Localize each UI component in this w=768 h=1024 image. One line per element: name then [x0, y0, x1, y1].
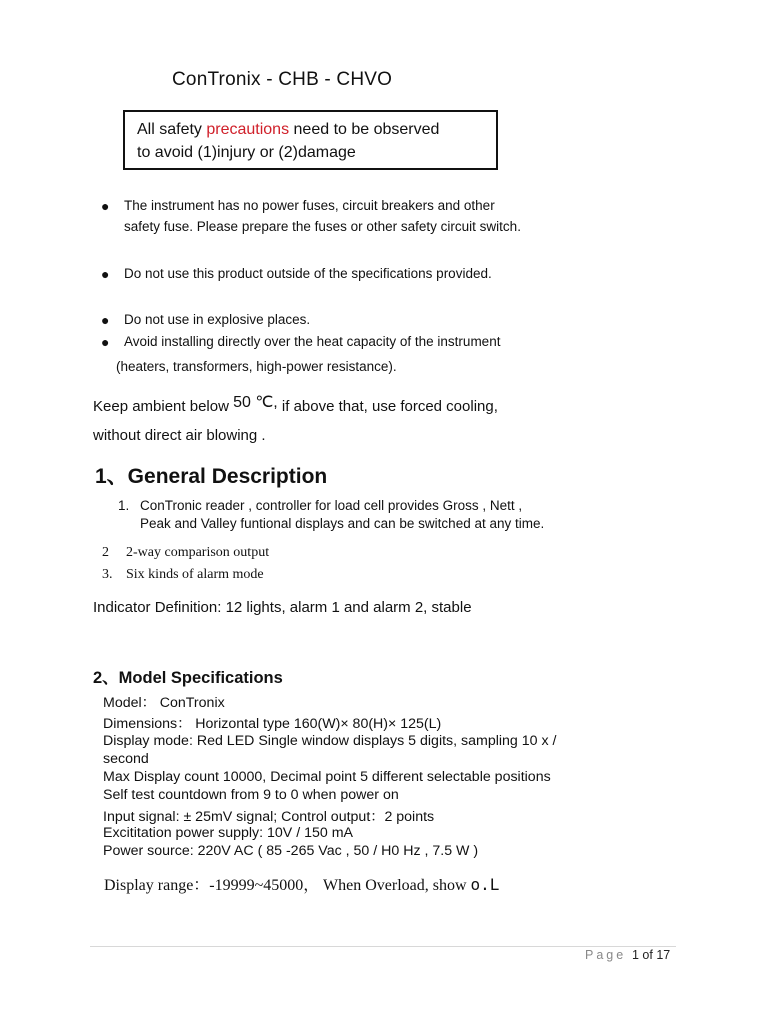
spec-line: Self test countdown from 9 to 0 when power on	[103, 787, 399, 803]
spec-line: Model： ConTronix	[103, 695, 225, 711]
safety-bullet-4-line-2: (heaters, transformers, high-power resistance).	[116, 359, 397, 374]
safety-bullet-2: Do not use this product outside of the specifications provided.	[124, 266, 492, 281]
safety-bullet-4-line-1: Avoid installing directly over the heat capacity of the instrument	[124, 334, 501, 349]
list-item-number: 1.	[118, 498, 130, 513]
list-item-number: 2	[102, 545, 109, 560]
list-item-1-line-1: ConTronic reader , controller for load cell provides Gross , Nett ,	[140, 498, 523, 513]
list-item-2: 2-way comparison output	[126, 545, 270, 560]
footer-page-label: Page	[585, 948, 627, 962]
list-item-1-line-2: Peak and Valley funtional displays and can be switched at any time.	[140, 516, 545, 531]
section-1-heading: 1、General Description	[95, 465, 328, 488]
safety-bullet-3: Do not use in explosive places.	[124, 312, 311, 327]
spec-line: Input signal: ± 25mV signal; Control output：2 points	[103, 809, 435, 825]
section-2-heading: 2、Model Specifications	[93, 669, 283, 687]
safety-notice-box	[123, 110, 498, 170]
bullet-icon: ●	[101, 312, 110, 328]
spec-line: Max Display count 10000, Decimal point 5 different selectable positions	[103, 769, 551, 785]
list-item-number: 3.	[102, 567, 113, 582]
list-item-3: Six kinds of alarm mode	[126, 567, 264, 582]
display-range-text: Display range：-19999~45000， When Overload, show o.L	[104, 875, 500, 894]
footer-page-number: 1 of 17	[632, 948, 671, 962]
overload-symbol: o.L	[470, 875, 500, 894]
document-title: ConTronix - CHB - CHVO	[172, 69, 393, 90]
ambient-temperature-value: 50 ℃,	[233, 394, 278, 411]
footer-divider	[90, 946, 676, 947]
spec-line: Display mode: Red LED Single window displays 5 digits, sampling 10 x /	[103, 733, 557, 749]
safety-bullet-1-line-1: The instrument has no power fuses, circuit breakers and other	[124, 198, 495, 213]
bullet-icon: ●	[101, 334, 110, 350]
bullet-icon: ●	[101, 266, 110, 282]
spec-line: Power source: 220V AC ( 85 -265 Vac , 50 / H0 Hz , 7.5 W )	[103, 843, 479, 859]
safety-notice-line-2: to avoid (1)injury or (2)damage	[137, 144, 356, 161]
ambient-temperature-text-line-2: without direct air blowing .	[93, 427, 266, 444]
indicator-definition: Indicator Definition: 12 lights, alarm 1 and alarm 2, stable	[93, 599, 472, 616]
safety-bullet-1-line-2: safety fuse. Please prepare the fuses or other safety circuit switch.	[124, 219, 521, 234]
precautions-highlight: precautions	[206, 121, 290, 138]
bullet-icon: ●	[101, 198, 110, 214]
spec-line: Dimensions： Horizontal type 160(W)× 80(H)× 125(L)	[103, 716, 442, 732]
ambient-temperature-text: Keep ambient below 50 ℃, if above that, use forced cooling,	[93, 394, 498, 415]
safety-notice-line-1: All safety precautions need to be observed	[137, 121, 440, 138]
spec-line: Excititation power supply: 10V / 150 mA	[103, 825, 353, 841]
spec-line: second	[103, 751, 149, 767]
